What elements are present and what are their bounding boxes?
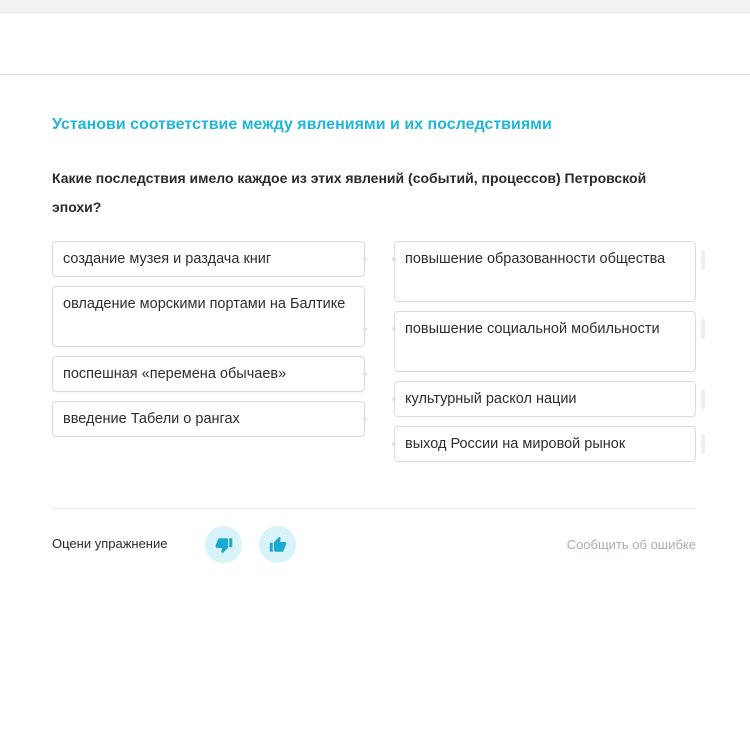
right-item-world-market[interactable] [394, 426, 696, 462]
left-item-label: поспешная «перемена обычаев» [63, 366, 287, 382]
connector-dot [392, 257, 396, 261]
thumbs-up-icon [269, 536, 287, 554]
task-title: Установи соответствие между явлениями и их последствиями [52, 116, 552, 133]
dislike-button[interactable] [205, 526, 242, 563]
connector-dot [392, 327, 396, 331]
right-item-label: культурный раскол нации [405, 391, 577, 407]
right-item-mobility[interactable] [394, 311, 696, 372]
page-header [0, 13, 750, 75]
right-item-education[interactable] [394, 241, 696, 302]
thumbs-down-icon [215, 536, 233, 554]
left-item-museum[interactable] [52, 241, 365, 277]
connector-dot [363, 372, 367, 376]
like-button[interactable] [259, 526, 296, 563]
task-question: Какие последствия имело каждое из этих явлений (событий, процессов) Петровской эпохи? [52, 170, 647, 215]
rate-exercise-label: Оцени упражнение [52, 536, 168, 551]
drag-handle[interactable] [701, 389, 705, 409]
connector-dot [363, 417, 367, 421]
left-item-table-of-ranks[interactable] [52, 401, 365, 437]
footer-divider [52, 508, 696, 509]
browser-top-strip [0, 0, 750, 13]
connector-dot [363, 257, 367, 261]
left-item-customs[interactable] [52, 356, 365, 392]
right-item-label: повышение образованности общества [405, 251, 666, 267]
left-item-ports[interactable] [52, 286, 365, 347]
report-error-link[interactable]: Сообщить об ошибке [566, 537, 696, 552]
left-item-label: создание музея и раздача книг [63, 251, 272, 267]
connector-dot [363, 327, 367, 331]
drag-handle[interactable] [701, 250, 705, 270]
connector-dot [392, 397, 396, 401]
drag-handle[interactable] [701, 434, 705, 454]
left-item-label: введение Табели о рангах [63, 411, 240, 427]
drag-handle[interactable] [701, 319, 705, 339]
connector-dot [392, 442, 396, 446]
right-item-cultural-split[interactable] [394, 381, 696, 417]
right-item-label: повышение социальной мобильности [405, 321, 660, 337]
right-item-label: выход России на мировой рынок [405, 436, 626, 452]
left-item-label: овладение морскими портами на Балтике [63, 296, 346, 312]
